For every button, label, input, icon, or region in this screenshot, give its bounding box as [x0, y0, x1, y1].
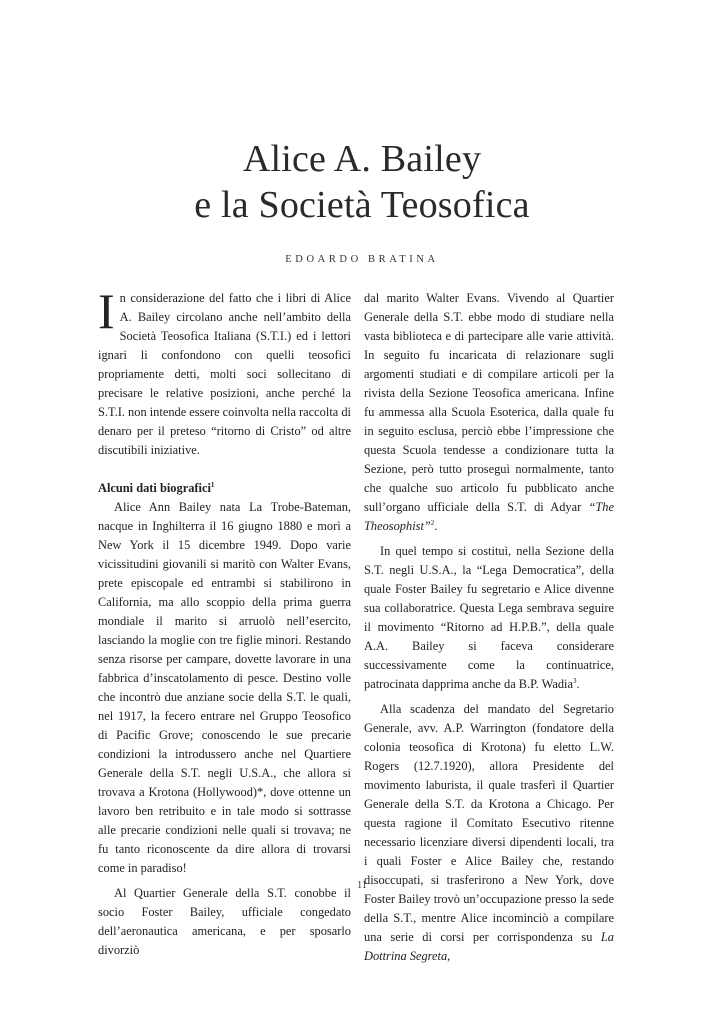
book-title: La Dottrina Segreta: [364, 930, 614, 963]
paragraph-continuation: [364, 289, 614, 536]
journal-title: “The Theosophist”: [364, 500, 614, 533]
section-heading-text: Alcuni dati biografici: [98, 481, 211, 495]
comma-end: ,: [447, 949, 451, 963]
intro-paragraph: [98, 283, 351, 460]
drop-cap: I: [98, 283, 115, 339]
page-number: 11: [357, 880, 367, 891]
section-heading: [98, 479, 351, 498]
paragraph-lega-democratica: [364, 542, 614, 694]
paragraph-lega-text: In quel tempo si costituì, nella Sezione della S.T. negli U.S.A., la “Lega Democratica”, della quale Foster Bailey fu segretario e Alice divenne sua collaboratrice. Questa Lega sembrava seguire il movimento “Ritorno ad H.P.B.”, della quale A.A. Bailey si faceva considerare successivamente come la continuatrice, patrocinata dapprima anche da B.P. Wadia: [364, 544, 614, 691]
paragraph-biography: Alice Ann Bailey nata La Trobe-Bateman, nacque in Inghilterra il 16 giugno 1880 e morì a New York il 15 dicembre 1949. Dopo varie vicissitudini giovanili si maritò con Walter Evans, prete episcopale ed entrambi si stabilirono in California, ma allo scoppio della prima guerra mondiale il marito si arruolò nell’esercito, lasciando la moglie con tre figlie minori. Restando senza risorse per campare, dovette lavorare in una fabbrica d’inscatolamento di pesce. Destino volle che incontrò due anziane socie della S.T. le quali, nel 1917, la fecero entrare nel Gruppo Teosofico di Pacific Grove; conoscendo le sue precarie condizioni la introdussero anche nel Quartiere Generale della S.T. negli U.S.A., che allora si trovava a Krotona (Hollywood)*, dove ottenne un lavoro ben retribuito e in tale modo si sottrasse alle precarie condizioni nelle quali si trovava; ne fu tanto riconoscente da dire allora di trovarsi come in paradiso!: [98, 500, 351, 875]
paragraph-foster-bailey: Al Quartier Generale della S.T. conobbe il socio Foster Bailey, ufficiale congedato dell’aeronautica americana, e per sposarlo divorziò: [98, 886, 351, 957]
title-line-1: Alice A. Bailey: [242, 138, 482, 180]
left-column: [98, 283, 351, 960]
right-column: [364, 289, 614, 966]
author-name: EDOARDO BRATINA: [285, 254, 439, 265]
period-2: .: [576, 677, 580, 691]
intro-text: n considerazione del fatto che i libri di Alice A. Bailey circolano anche nell’ambito della Società Teosofica Italiana (S.T.I.) ed i lettori ignari li confondono con quelli teosofici propriamente detti, molti soci sollecitano di precisare le relative posizioni, anche perché la S.T.I. non intende essere coinvolta nella raccolta di denaro per il preteso “ritorno di Cristo” od altre discutibili iniziative.: [98, 291, 351, 457]
paragraph-warrington: [364, 700, 614, 966]
footnote-ref-1: 1: [210, 481, 215, 489]
title-line-2: e la Società Teosofica: [194, 184, 530, 226]
paragraph-warrington-text: Alla scadenza del mandato del Segretario Generale, avv. A.P. Warrington (fondatore della colonia teosofica di Krotona) fu eletto L.W. Rogers (12.7.1920), allora Presidente del movimento laburista, il quale trasferì il Quartier Generale della S.T. da Krotona a Chicago. Per questa ragione il Comitato Esecutivo ritenne necessario licenziare diversi dipendenti locali, tra i quali Foster e Alice Bailey che, restando disoccupati, si trasferirono a New York, dove Foster Bailey trovò un’occupazione presso la sede della S.T., mentre Alice incominciò a compilare una serie di corsi per corrispondenza su: [364, 702, 614, 944]
footnote-ref-3: 3: [573, 677, 577, 685]
article-title: [0, 136, 724, 228]
paragraph-continuation-text: dal marito Walter Evans. Vivendo al Quartier Generale della S.T. ebbe modo di studiare nella vasta biblioteca e di partecipare alle varie attività. In seguito fu incaricata di relazionare sugli argomenti studiati e di compilare articoli per la rivista della Sezione Teosofica americana. Infine fu ammessa alla Scuola Esoterica, dalla quale fu in seguito esclusa, perciò ebbe l’impressione che questa Scuola tendesse a condizionare tutta la Sezione, però tutto proseguì normalmente, tanto che qualche suo articolo fu pubblicato anche sull’organo ufficiale della S.T. di Adyar: [364, 291, 614, 514]
footnote-ref-2: 2: [430, 519, 435, 527]
period-1: .: [434, 519, 438, 533]
